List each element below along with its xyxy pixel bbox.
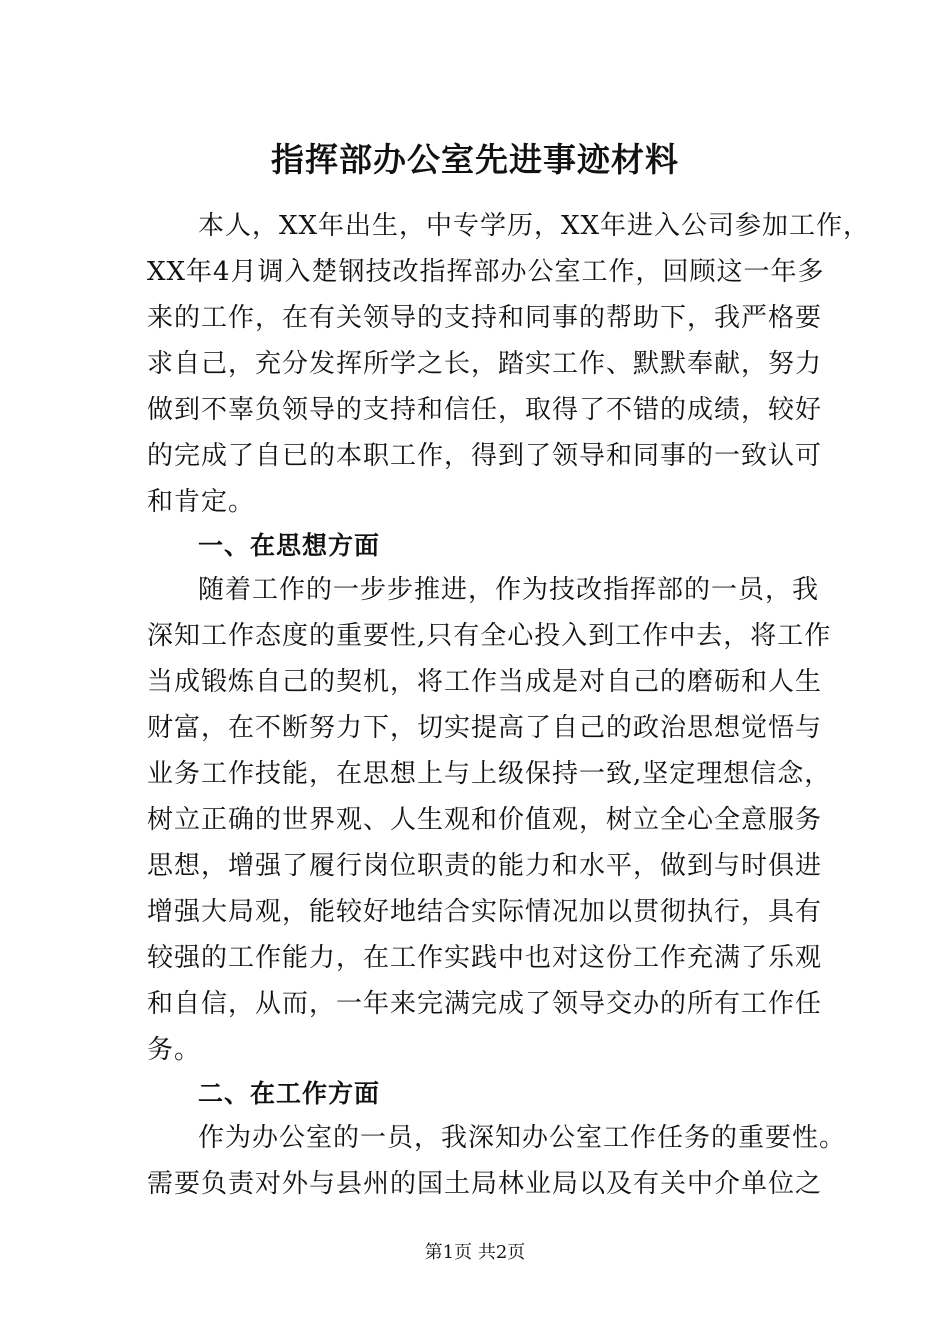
paragraph-line: 本人，XX年出生，中专学历，XX年进入公司参加工作， xyxy=(198,211,871,241)
paragraph-line: 务。 xyxy=(147,1035,202,1065)
paragraph-line: 作为办公室的一员，我深知办公室工作任务的重要性。 xyxy=(198,1123,847,1153)
paragraph-line: 思想，增强了履行岗位职责的能力和水平，做到与时俱进 xyxy=(147,851,823,881)
paragraph-line: 当成锻炼自己的契机，将工作当成是对自己的磨砺和人生 xyxy=(147,667,823,697)
paragraph-line: 业务工作技能，在思想上与上级保持一致,坚定理想信念， xyxy=(147,759,832,789)
paragraph-line: 增强大局观，能较好地结合实际情况加以贯彻执行，具有 xyxy=(147,897,823,927)
paragraph-line: 做到不辜负领导的支持和信任，取得了不错的成绩，较好 xyxy=(147,395,823,425)
paragraph-line: 需要负责对外与县州的国土局林业局以及有关中介单位之 xyxy=(147,1169,823,1199)
paragraph-line: 树立正确的世界观、人生观和价值观，树立全心全意服务 xyxy=(147,805,823,835)
section-heading-thought: 一、在思想方面 xyxy=(198,531,381,560)
paragraph-line: 和肯定。 xyxy=(147,487,256,517)
paragraph-line: 和自信，从而，一年来完满完成了领导交办的所有工作任 xyxy=(147,989,823,1019)
paragraph-line: 深知工作态度的重要性,只有全心投入到工作中去，将工作 xyxy=(147,621,832,651)
paragraph-line: 求自己，充分发挥所学之长，踏实工作、默默奉献，努力 xyxy=(147,349,823,379)
paragraph-line: 较强的工作能力，在工作实践中也对这份工作充满了乐观 xyxy=(147,943,823,973)
section-heading-work: 二、在工作方面 xyxy=(198,1079,381,1108)
paragraph-line: XX年4月调入楚钢技改指挥部办公室工作，回顾这一年多 xyxy=(147,257,825,287)
paragraph-line: 的完成了自已的本职工作，得到了领导和同事的一致认可 xyxy=(147,441,823,471)
paragraph-line: 财富，在不断努力下，切实提高了自己的政治思想觉悟与 xyxy=(147,713,823,743)
page-indicator: 第1页 共2页 xyxy=(424,1242,526,1263)
document-title: 指挥部办公室先进事迹材料 xyxy=(271,140,679,179)
paragraph-line: 随着工作的一步步推进，作为技改指挥部的一员，我 xyxy=(198,575,820,605)
paragraph-line: 来的工作，在有关领导的支持和同事的帮助下，我严格要 xyxy=(147,303,823,333)
